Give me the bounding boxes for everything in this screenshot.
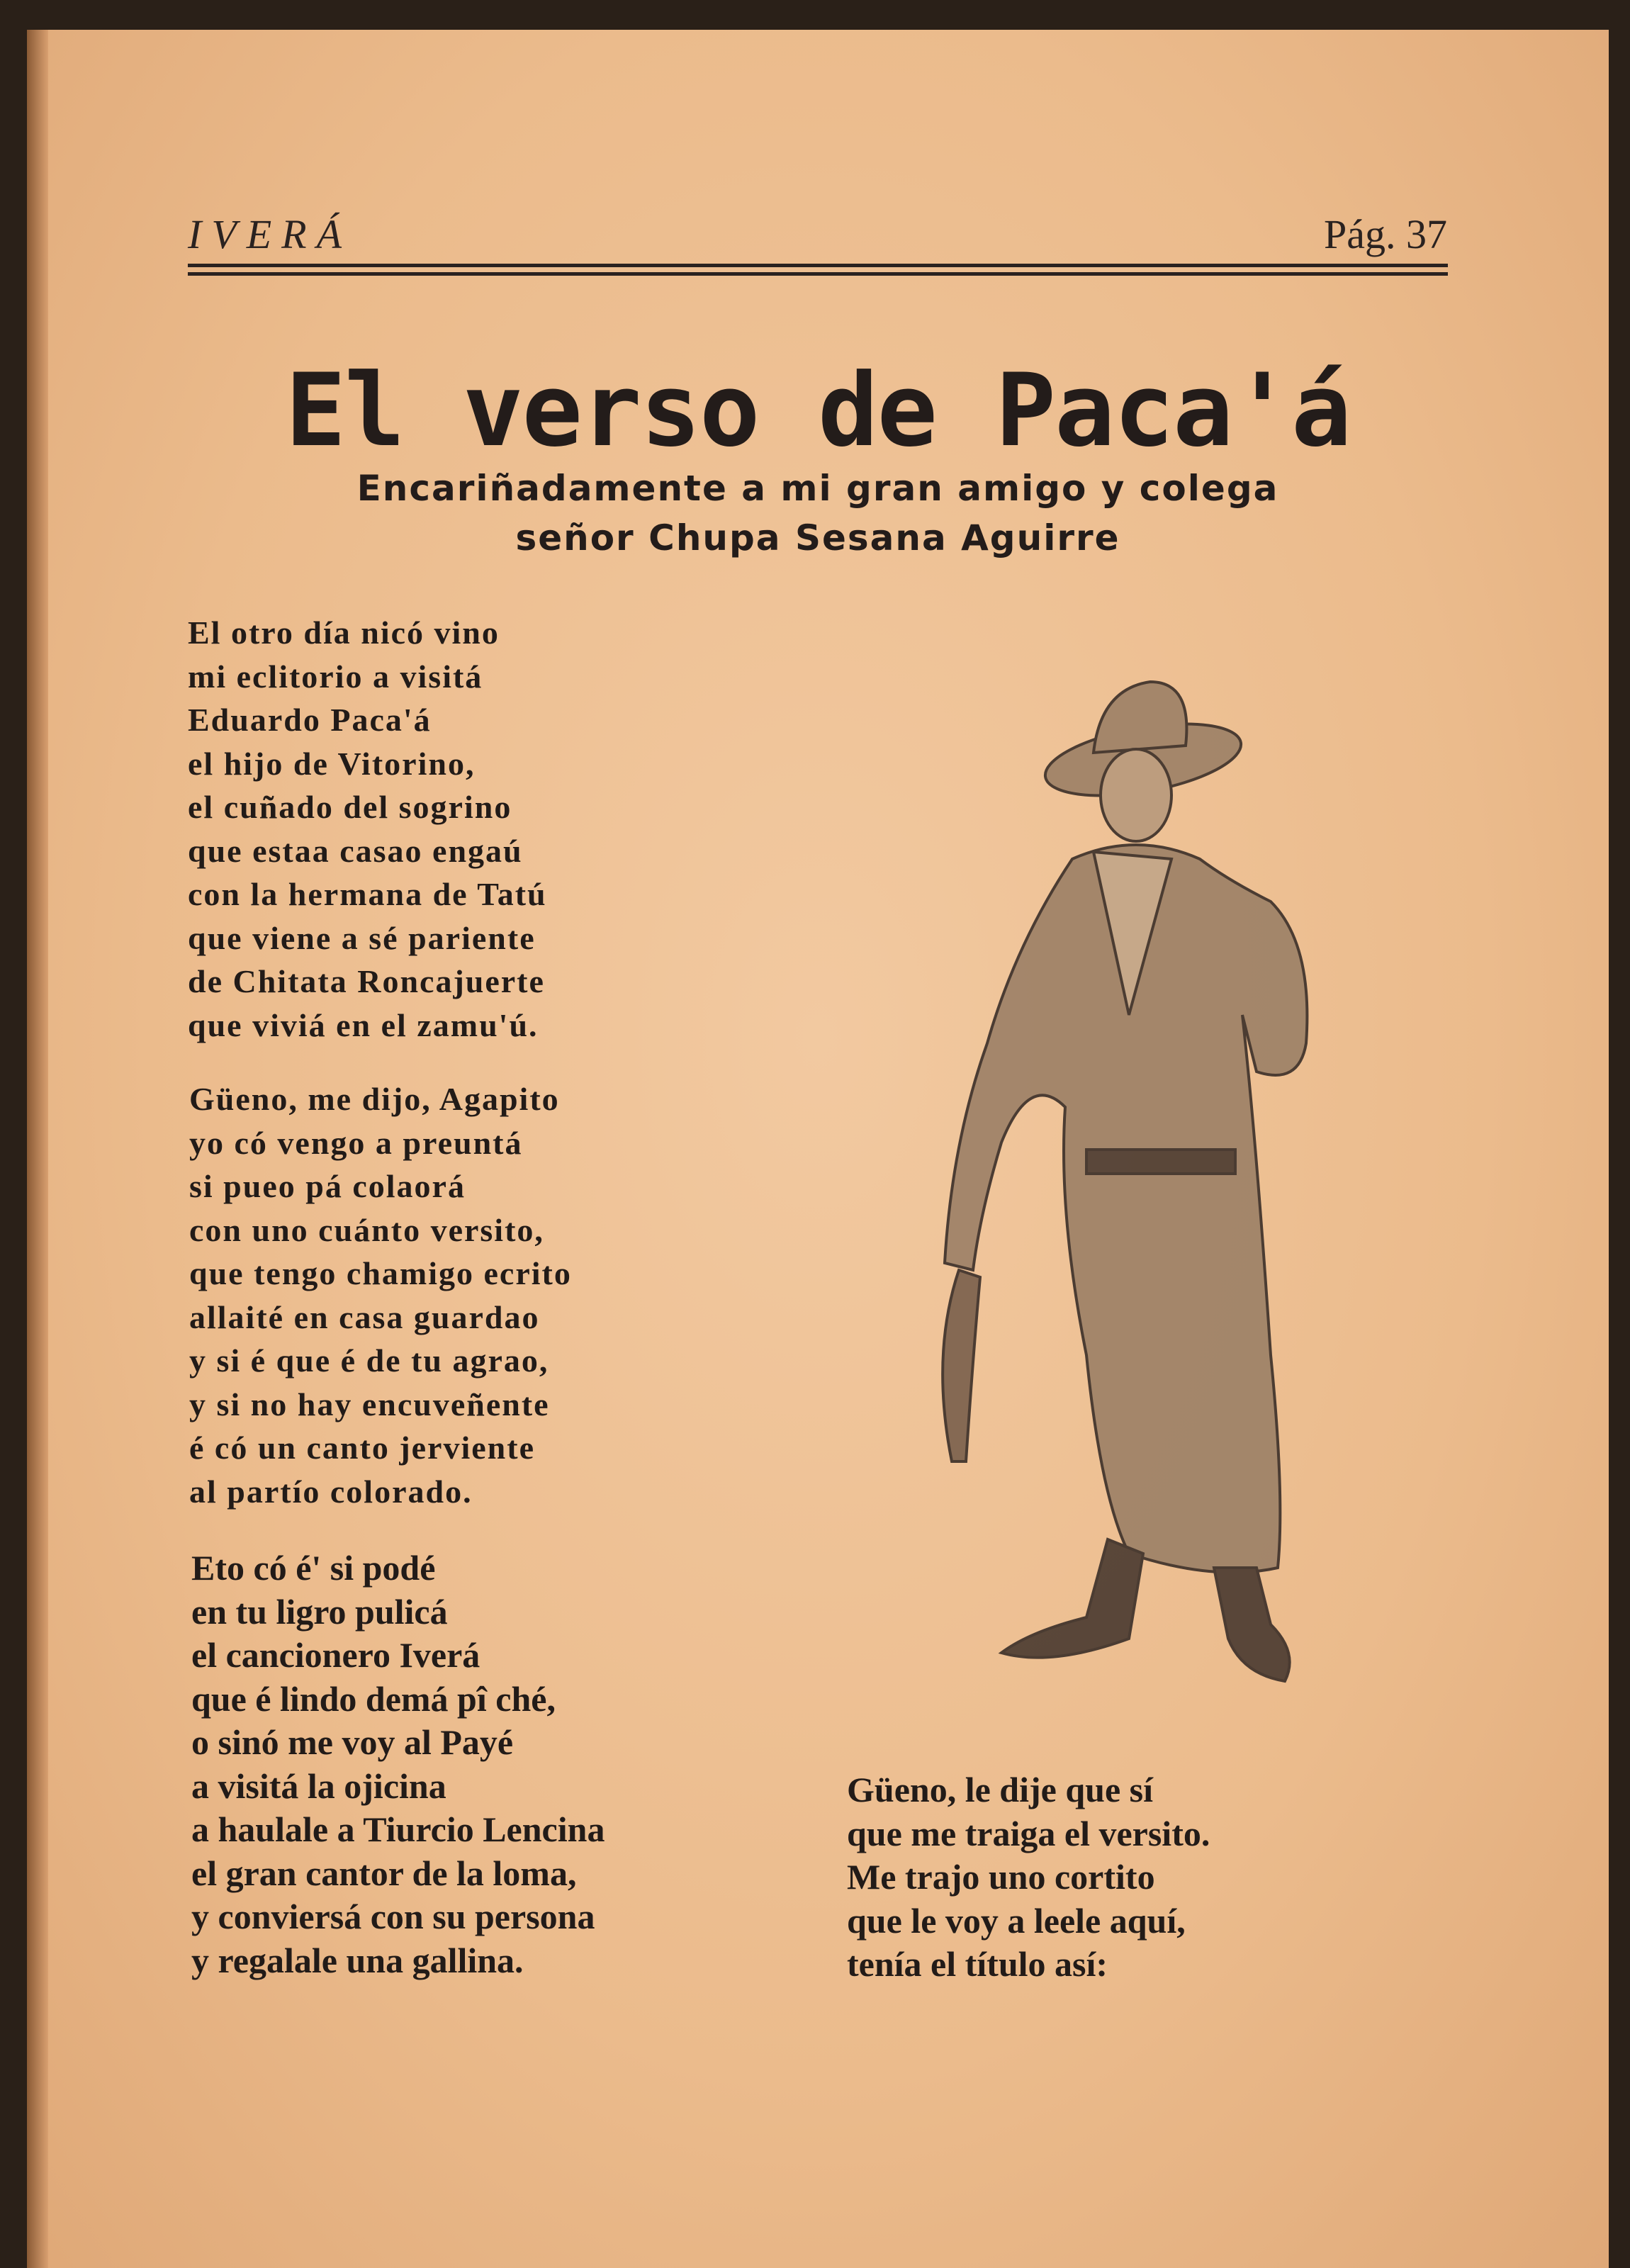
verse-line: y conviersá con su persona <box>191 1897 595 1936</box>
verse-line: mi eclitorio a visitá <box>188 658 483 695</box>
verse-line: Güeno, me dijo, Agapito <box>189 1081 560 1117</box>
page-number: Pág. 37 <box>1324 211 1447 257</box>
dedication-line-2: señor Chupa Sesana Aguirre <box>515 517 1120 558</box>
stanza-2 <box>189 1077 572 1513</box>
verse-line: el cancionero Iverá <box>191 1635 480 1675</box>
verse-line: y si é que é de tu agrao, <box>189 1342 549 1379</box>
verse-line: si pueo pá colaorá <box>189 1168 466 1204</box>
verse-line: el cuñado del sogrino <box>188 789 512 825</box>
verse-line: El otro día nicó vino <box>188 614 500 651</box>
verse-line: y si no hay encuveñente <box>189 1386 550 1422</box>
page <box>27 30 1609 2268</box>
verse-line: Me trajo uno cortito <box>847 1857 1155 1897</box>
dedication-line-1: Encariñadamente a mi gran amigo y colega <box>356 468 1279 509</box>
verse-line: al partío colorado. <box>189 1473 473 1510</box>
verse-line: el gran cantor de la loma, <box>191 1853 577 1893</box>
verse-line: el hijo de Vitorino, <box>188 745 476 782</box>
verse-line: o sinó me voy al Payé <box>191 1722 514 1762</box>
verse-line: yo có vengo a preuntá <box>189 1124 523 1161</box>
verse-line: que estaa casao engaú <box>188 832 523 869</box>
verse-line: que me traiga el versito. <box>847 1813 1210 1853</box>
verse-line: que é lindo demá pî ché, <box>191 1678 556 1719</box>
verse-line: é có un canto jerviente <box>189 1430 535 1466</box>
verse-line: con la hermana de Tatú <box>188 876 547 912</box>
magazine-name: IVERÁ <box>188 211 352 257</box>
verse-line: que viviá en el zamu'ú. <box>188 1006 539 1043</box>
verse-line: que tengo chamigo ecrito <box>189 1255 572 1291</box>
verse-line: con uno cuánto versito, <box>189 1211 544 1248</box>
verse-line: de Chitata Roncajuerte <box>188 963 545 999</box>
header-rule <box>188 264 1448 267</box>
stanza-1 <box>188 611 547 1047</box>
poem-title: El verso de Paca'á <box>285 352 1351 469</box>
verse-line: Eto có é' si podé <box>191 1548 436 1588</box>
verse-line: a haulale a Tiurcio Lencina <box>191 1809 605 1849</box>
verse-line: que viene a sé pariente <box>188 919 536 956</box>
verse-line: Eduardo Paca'á <box>188 702 432 738</box>
verse-line: Güeno, le dije que sí <box>847 1770 1153 1809</box>
gaucho-figure-drawing <box>874 646 1384 1710</box>
verse-line: en tu ligro pulicá <box>191 1591 448 1632</box>
stanza-4 <box>847 1768 1210 1987</box>
verse-line: tenía el título así: <box>847 1944 1108 1984</box>
verse-line: a visitá la ojicina <box>191 1765 446 1806</box>
verse-line: que le voy a leele aquí, <box>847 1900 1186 1941</box>
header-rule <box>188 272 1448 276</box>
verse-line: y regalale una gallina. <box>191 1940 524 1980</box>
verse-line: allaité en casa guardao <box>189 1298 540 1335</box>
stanza-3 <box>191 1546 605 1982</box>
